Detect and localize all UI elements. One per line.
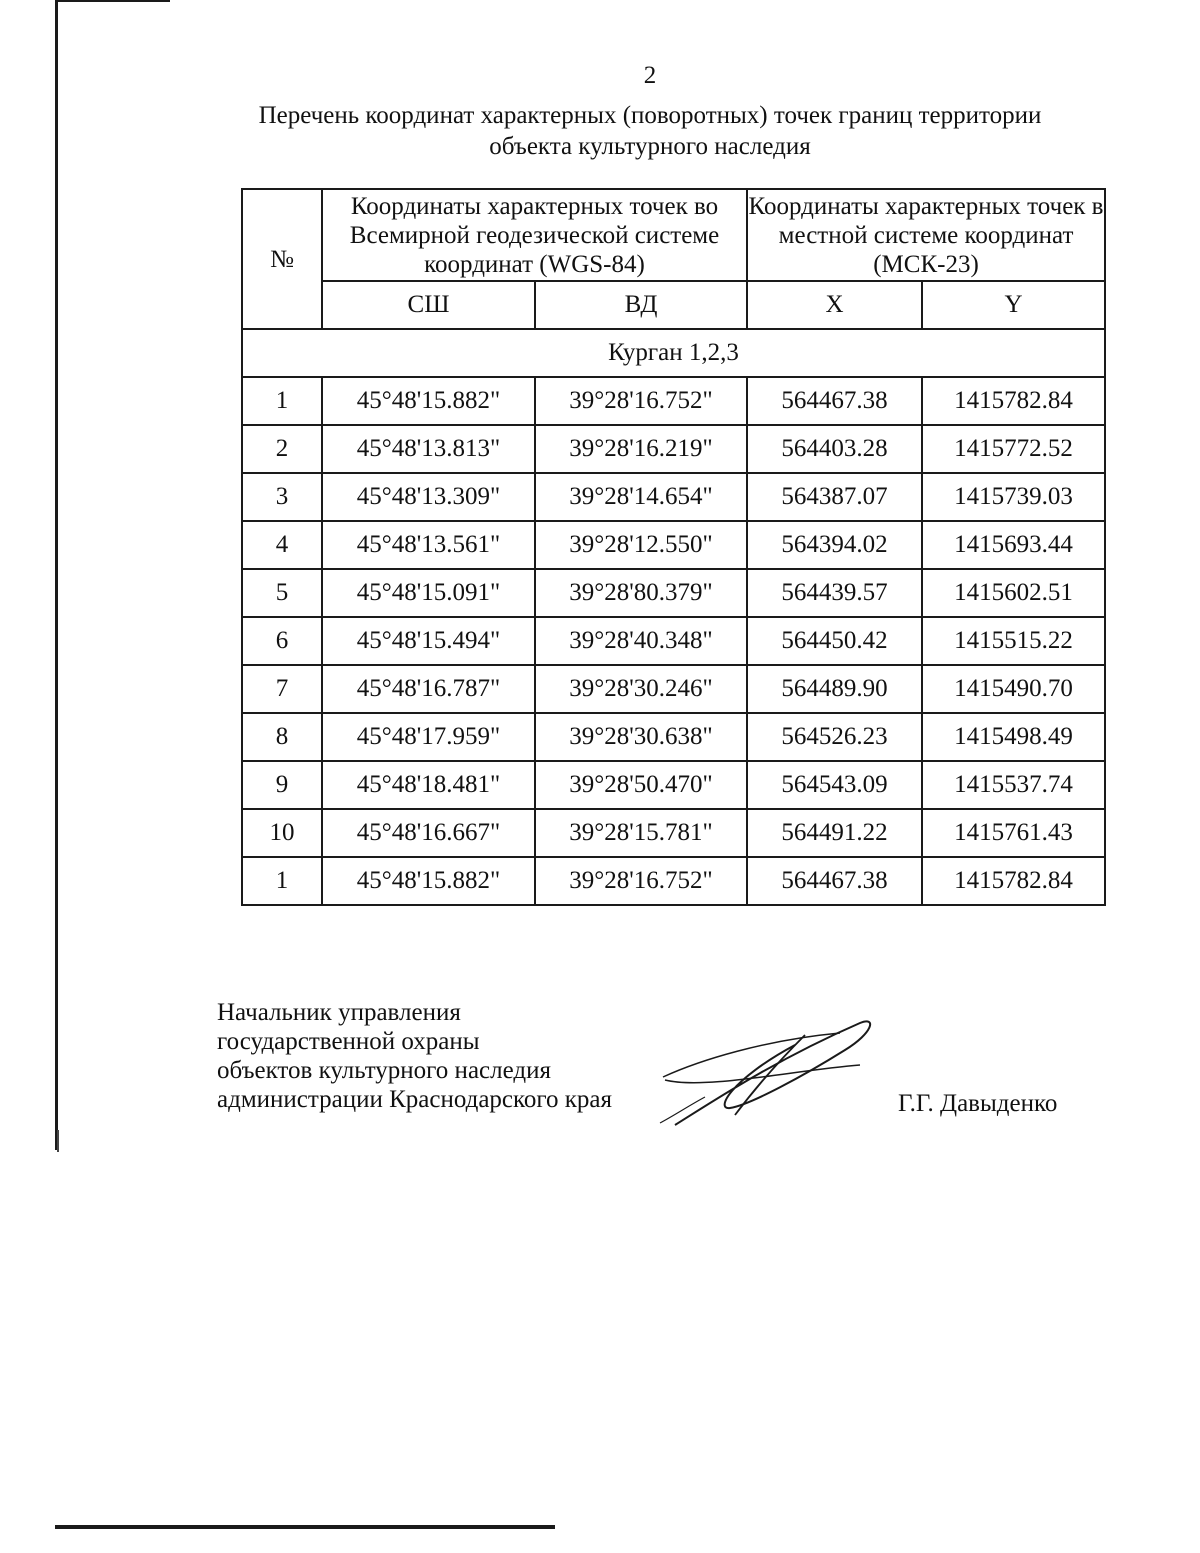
cell-number: 1 <box>242 377 322 425</box>
cell-lat: 45°48'15.091" <box>322 569 535 617</box>
cell-number: 6 <box>242 617 322 665</box>
table-row <box>242 569 1105 617</box>
cell-lat: 45°48'15.494" <box>322 617 535 665</box>
signatory-position-line-3: объектов культурного наследия <box>217 1057 551 1084</box>
table-row <box>242 377 1105 425</box>
scan-edge-top <box>55 0 170 2</box>
cell-lon: 39°28'16.219" <box>535 425 747 473</box>
cell-x: 564467.38 <box>747 377 922 425</box>
cell-x: 564491.22 <box>747 809 922 857</box>
cell-y: 1415602.51 <box>922 569 1105 617</box>
cell-lon: 39°28'12.550" <box>535 521 747 569</box>
signer-name: Г.Г. Давыденко <box>898 1090 1058 1117</box>
cell-y: 1415693.44 <box>922 521 1105 569</box>
cell-x: 564439.57 <box>747 569 922 617</box>
table-subheader-row <box>242 281 1105 329</box>
cell-x: 564403.28 <box>747 425 922 473</box>
cell-lat: 45°48'18.481" <box>322 761 535 809</box>
cell-lon: 39°28'16.752" <box>535 377 747 425</box>
cell-lon: 39°28'30.246" <box>535 665 747 713</box>
header-number: № <box>242 189 322 329</box>
cell-number: 8 <box>242 713 322 761</box>
cell-x: 564450.42 <box>747 617 922 665</box>
cell-lon: 39°28'40.348" <box>535 617 747 665</box>
table-header-row <box>242 189 1105 281</box>
cell-y: 1415490.70 <box>922 665 1105 713</box>
cell-x: 564467.38 <box>747 857 922 905</box>
signatory-position-line-4: администрации Краснодарского края <box>217 1086 613 1113</box>
cell-y: 1415782.84 <box>922 377 1105 425</box>
cell-number: 2 <box>242 425 322 473</box>
cell-y: 1415537.74 <box>922 761 1105 809</box>
table-row <box>242 425 1105 473</box>
cell-lon: 39°28'14.654" <box>535 473 747 521</box>
cell-number: 7 <box>242 665 322 713</box>
cell-lat: 45°48'13.561" <box>322 521 535 569</box>
cell-y: 1415739.03 <box>922 473 1105 521</box>
cell-x: 564394.02 <box>747 521 922 569</box>
cell-lat: 45°48'17.959" <box>322 713 535 761</box>
cell-lat: 45°48'15.882" <box>322 377 535 425</box>
scan-edge-left <box>55 0 58 1150</box>
scan-edge-bottom <box>55 1525 555 1529</box>
header-lat: СШ <box>322 281 535 329</box>
cell-number: 4 <box>242 521 322 569</box>
document-title <box>200 100 1100 162</box>
cell-lat: 45°48'13.813" <box>322 425 535 473</box>
table-row <box>242 809 1105 857</box>
coordinates-table <box>241 188 1106 906</box>
cell-number: 1 <box>242 857 322 905</box>
signatory-position <box>217 998 612 1114</box>
cell-lat: 45°48'16.787" <box>322 665 535 713</box>
document-title-line-2: объекта культурного наследия <box>489 133 811 160</box>
header-wgs-group: Координаты характерных точек во Всемирной геодезической системе координат (WGS-84) <box>322 189 747 281</box>
cell-lon: 39°28'16.752" <box>535 857 747 905</box>
cell-x: 564489.90 <box>747 665 922 713</box>
header-msk-group: Координаты характерных точек в местной системе координат (МСК-23) <box>747 189 1105 281</box>
cell-lon: 39°28'30.638" <box>535 713 747 761</box>
cell-x: 564387.07 <box>747 473 922 521</box>
cell-lon: 39°28'50.470" <box>535 761 747 809</box>
table-row <box>242 521 1105 569</box>
cell-y: 1415515.22 <box>922 617 1105 665</box>
cell-number: 9 <box>242 761 322 809</box>
cell-y: 1415782.84 <box>922 857 1105 905</box>
header-x: X <box>747 281 922 329</box>
table-row <box>242 713 1105 761</box>
table-row <box>242 473 1105 521</box>
header-lon: ВД <box>535 281 747 329</box>
cell-y: 1415761.43 <box>922 809 1105 857</box>
header-y: Y <box>922 281 1105 329</box>
cell-y: 1415772.52 <box>922 425 1105 473</box>
table-row <box>242 617 1105 665</box>
table-row <box>242 665 1105 713</box>
signatory-position-line-2: государственной охраны <box>217 1028 480 1055</box>
cell-x: 564526.23 <box>747 713 922 761</box>
signatory-position-line-1: Начальник управления <box>217 999 461 1026</box>
cell-y: 1415498.49 <box>922 713 1105 761</box>
page-number: 2 <box>643 62 657 89</box>
cell-lon: 39°28'15.781" <box>535 809 747 857</box>
section-label: Курган 1,2,3 <box>242 329 1105 377</box>
table-row <box>242 761 1105 809</box>
cell-lat: 45°48'13.309" <box>322 473 535 521</box>
cell-x: 564543.09 <box>747 761 922 809</box>
cell-lat: 45°48'15.882" <box>322 857 535 905</box>
handwritten-signature <box>655 1005 880 1130</box>
cell-lat: 45°48'16.667" <box>322 809 535 857</box>
cell-number: 10 <box>242 809 322 857</box>
cell-number: 3 <box>242 473 322 521</box>
cell-number: 5 <box>242 569 322 617</box>
section-row <box>242 329 1105 377</box>
table-row <box>242 857 1105 905</box>
cell-lon: 39°28'80.379" <box>535 569 747 617</box>
document-title-line-1: Перечень координат характерных (поворотных) точек границ территории <box>258 102 1042 129</box>
scan-edge-tick <box>57 1130 59 1152</box>
